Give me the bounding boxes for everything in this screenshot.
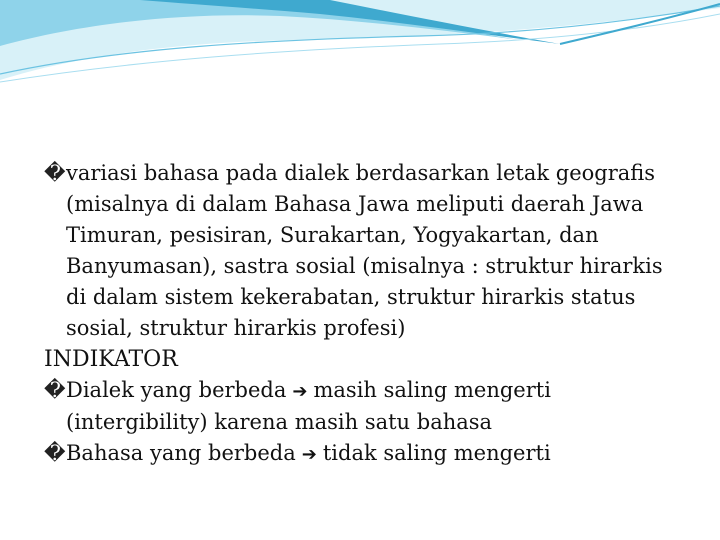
item-dialek-left: Dialek yang berbeda <box>66 378 287 402</box>
item-dialek-right: masih saling mengerti (intergibility) karena masih satu bahasa <box>66 378 551 434</box>
arrow-right-icon: ➔ <box>301 444 317 465</box>
heading-indikator: INDIKATOR <box>44 347 178 372</box>
item-dialek <box>44 375 684 438</box>
header-wave-decoration <box>0 0 720 90</box>
item-bahasa-right: tidak saling mengerti <box>322 441 551 465</box>
bullet-icon: � <box>44 378 66 402</box>
slide-body <box>44 158 684 470</box>
arrow-right-icon: ➔ <box>292 381 308 402</box>
item-bahasa <box>44 438 684 470</box>
paragraph-variasi <box>44 158 684 344</box>
bullet-icon: � <box>44 161 66 185</box>
bullet-icon: � <box>44 441 66 465</box>
item-bahasa-left: Bahasa yang berbeda <box>66 441 296 465</box>
paragraph-variasi-text: variasi bahasa pada dialek berdasarkan letak geografis (misalnya di dalam Bahasa Jawa meliputi daerah Jawa Timuran, pesisiran, Surakartan, Yogyakartan, dan Banyumasan), sastra sosial (misalnya : struktur hirarkis di dalam sistem kekerabatan, struktur hirarkis status sosial, struktur hirarkis profesi) <box>66 161 663 340</box>
